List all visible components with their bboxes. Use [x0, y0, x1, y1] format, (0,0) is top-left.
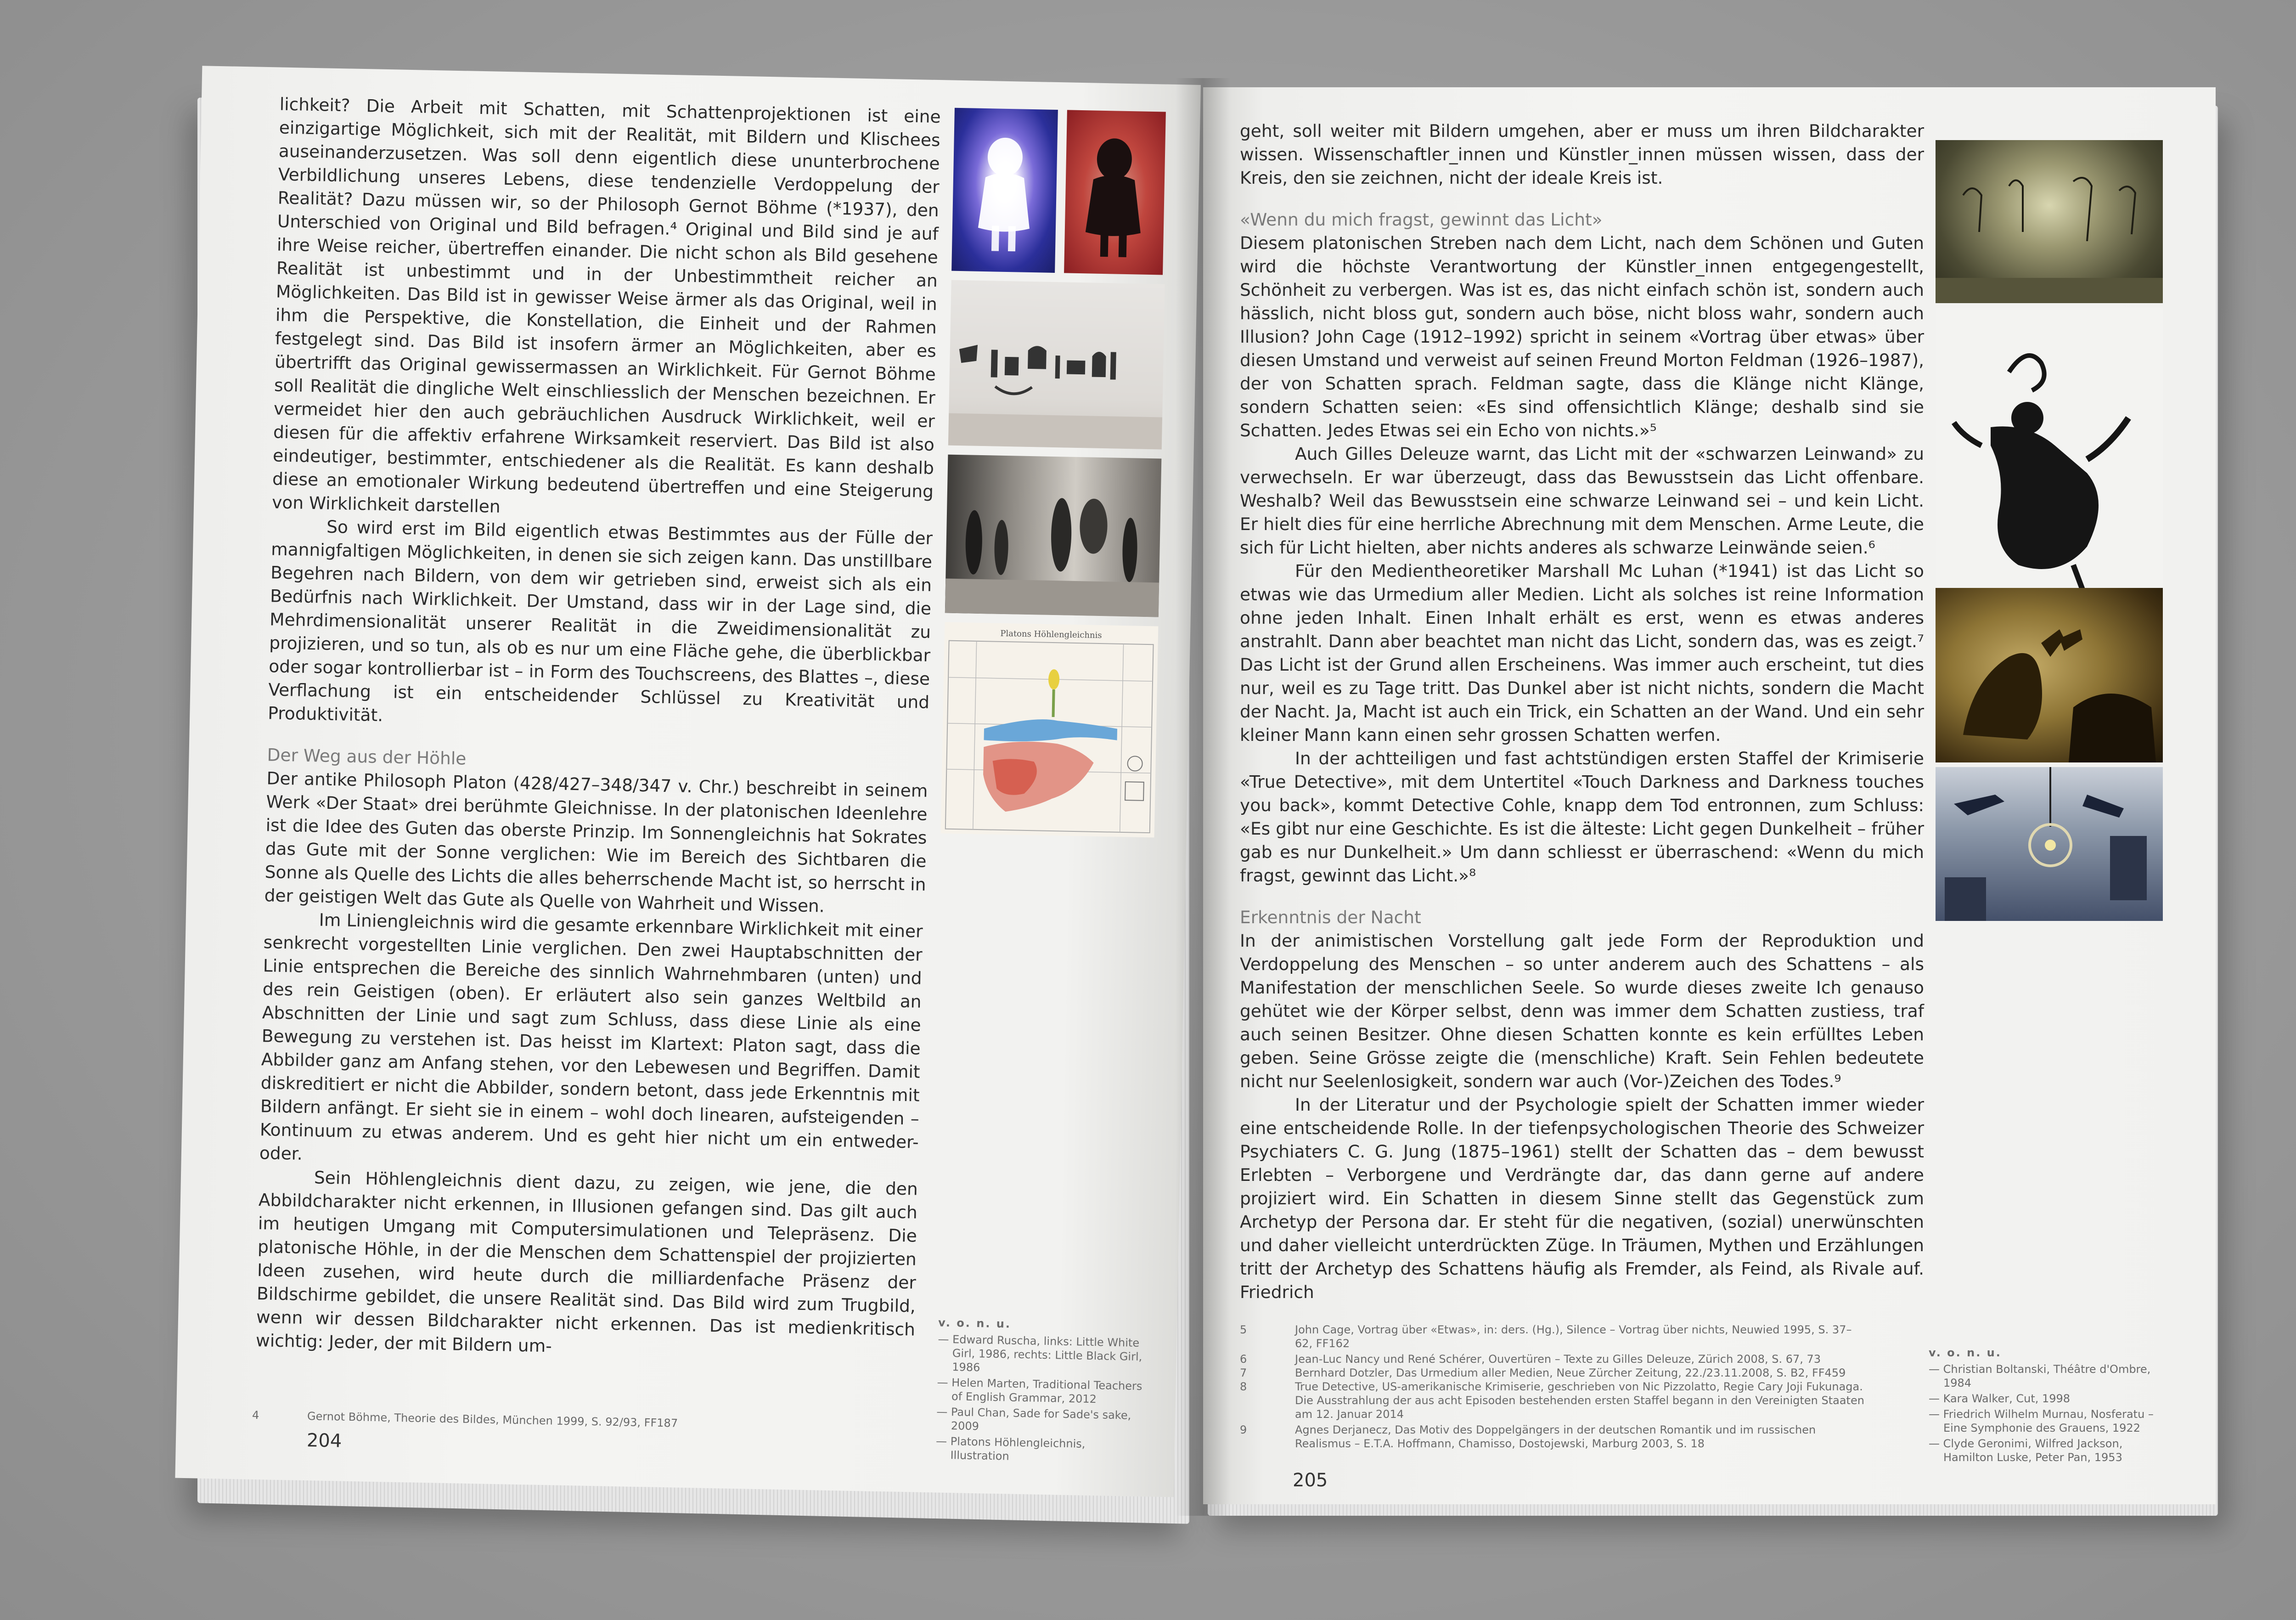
illustration-title: Platons Höhlengleichnis: [1000, 628, 1102, 641]
caption-item: — Kara Walker, Cut, 1998: [1929, 1392, 2071, 1405]
captions-heading: v. o. n. u.: [938, 1316, 1012, 1331]
left-lower-column: [256, 907, 923, 1365]
image-nosferatu: [1936, 588, 2163, 762]
footnote-number: 8: [1240, 1380, 1247, 1393]
image-little-black-girl: [1064, 110, 1166, 275]
footnote-text: Gernot Böhme, Theorie des Bildes, München 1999, S. 92/93, FF187: [307, 1410, 678, 1430]
footnote-text: Bernhard Dotzler, Das Urmedium aller Medien, Neue Zürcher Zeitung, 22./23.11.2008, S. B2, FF459: [1295, 1366, 1846, 1379]
paragraph: In der Literatur und der Psychologie spielt der Schatten immer wieder eine entscheidende Rolle. In der tiefenpsychologischen Theorie des Schweizer Psychiaters C. G. Jung (1875–1961) stellt der Schatten das – dem bewusst Erlebten – Verborgene und Verdrängte dar, das dann gerne auf andere projiziert wird. Ein Schatten in diesem Sinne stellt das Gegenstück zum Archetyp der Persona dar. Er steht für die negativen, (sozial) unerwünschten und daher vielleicht unterdrückten Züge. In Träumen, Mythen und Erzählungen tritt der Archetyp des Schattens häufig als Fremder, als Feind, als Rivale auf. Friedrich: [1240, 1095, 1924, 1302]
footnote-number: 6: [1240, 1353, 1247, 1366]
captions-right: [1929, 1346, 2158, 1466]
caption-item: — Clyde Geronimi, Wilfred Jackson, Hamilton Luske, Peter Pan, 1953: [1929, 1437, 2123, 1464]
section-heading: Der Weg aus der Höhle: [267, 745, 467, 769]
page-number-left: 204: [306, 1430, 342, 1452]
paragraph: Sein Höhlengleichnis dient dazu, zu zeigen, wie jene, die den Abbildcharakter nicht erkennen, in Illusionen gefangen sind. Das gilt auch im heutigen Umgang mit Computersimulationen und Telepräsenz. Die platonische Höhle, in der die Menschen dem Schattenspiel der projizierten Ideen zusehen, wird heute durch die milliardenfache Präsenz der Bildschirme gebildet, die unsere Realität sind. Das Bild wird zum Trugbild, wenn wir dessen Bildcharakter nicht erkennen. Das ist medienkritisch wichtig: Jeder, der mit Bildern um-: [255, 1167, 918, 1356]
paragraph: So wird erst im Bild eigentlich etwas Bestimmtes aus der Fülle der mannigfaltigen Möglichkeiten, in denen sie sich zeigen kann. Das unstillbare Begehren nach Bildern, von dem wir getrieben sind, erweist sich als ein Bedürfnis nach Wirklichkeit. Der Umstand, dass wir in der Lage sind, die Mehrdimensionalität unserer Realität in die Zweidimensionalität zu projizieren, und so tun, als ob es nur um eine Fläche gehe, die überblickbar oder sogar kontrollierbar ist – in Form des Touchscreens, des Blattes –, diese Verflachung ist ein entscheidender Schlüssel zu Kreativität und Produktivität.: [267, 516, 933, 726]
section-heading: Erkenntnis der Nacht: [1240, 907, 1421, 927]
footnote-number: 9: [1240, 1423, 1247, 1436]
paragraph: Diesem platonischen Streben nach dem Licht, nach dem Schönen und Guten wird die höchste Verantwortung der Künstler_innen entgegengestellt, Schönheit zu verbergen. Was ist es, das nicht einfach schön ist, sondern auch hässlich, nicht bloss gut, sondern auch böse, nicht bloss wahr, sondern auch Illusion? John Cage (1912–1992) spricht in seinem «Vortrag über etwas» über diesen Umstand und verweist auf seinen Freund Morton Feldman (1926–1987), der von Schatten sprach. Feldman sagte, dass die Klänge nicht Klänge, sondern Schatten seien: «Es sind offensichtlich Klänge; deshalb sind sie Schatten. Jedes Etwas sei ein Echo von nichts.»⁵: [1240, 233, 1924, 440]
footnote-text: True Detective, US-amerikanische Krimiserie, geschrieben von Nic Pizzolatto, Regie Cary Joji Fukunaga. Die Ausstrahlung der aus acht Episoden bestehenden ersten Staffel begann in den Vereinigten Staaten am 12. Januar 2014: [1295, 1380, 1864, 1421]
paragraph: In der animistischen Vorstellung galt jede Form der Reproduktion und Verdoppelung des Menschen – so unter anderem auch des Schattens – als Manifestation der menschlichen Seele. So wurde dieses zweite Ich genauso gehütet wie der Körper selbst, denn was immer dem Schatten zustiess, traf auch seinen Besitzer. Ohne diesen Schatten konnte es kein erfülltes Leben geben. Seine Grösse zeigte die (menschliche) Kraft. Sein Fehlen bedeutete nicht nur Seelenlosigkeit, sondern war auch (Vor-)Zeichen des Todes.⁹: [1240, 931, 1924, 1091]
footnote-text: Jean-Luc Nancy und René Schérer, Ouvertüren – Texte zu Gilles Deleuze, Zürich 2008, S. 67, 73: [1295, 1353, 1821, 1366]
book-gutter: [1176, 78, 1231, 1516]
footnote-number: 4: [252, 1408, 259, 1422]
right-body-text: [1240, 119, 1924, 1304]
captions-left: [935, 1316, 1145, 1468]
right-page: [1203, 87, 2216, 1504]
image-helen-marten: [948, 280, 1165, 450]
section-heading: «Wenn du mich fragst, gewinnt das Licht»: [1240, 209, 1603, 230]
caption-item: — Paul Chan, Sade for Sade's sake, 2009: [936, 1405, 1131, 1433]
caption-item: — Helen Marten, Traditional Teachers of English Grammar, 2012: [937, 1376, 1142, 1406]
footnote-number: 7: [1240, 1366, 1247, 1379]
image-boltanski: [1936, 140, 2163, 303]
footnote-9: [1240, 1423, 1869, 1451]
caption-item: — Friedrich Wilhelm Murnau, Nosferatu – Eine Symphonie des Grauens, 1922: [1929, 1408, 2154, 1434]
paragraph: lichkeit? Die Arbeit mit Schatten, mit Schattenprojektionen ist eine einzigartige Möglichkeit, sich mit der Realität, mit Bildern und Klischees auseinanderzusetzen. Was soll denn eigentlich diese ununterbrochene Verbildlichung unseres Lebens, diese tendenzielle Verdoppelung der Realität? Dazu müssen wir, so der Philosoph Gernot Böhme (*1937), den Unterschied von Original und Bild befragen.⁴ Original und Bild sind je auf ihre Weise reicher, übertreffen einander. Die nicht schon als Bild gesehene Realität ist unbestimmt und in der Unbestimmtheit reicher an Möglichkeiten. Das Bild ist in gewisser Weise ärmer als das Original, weil in ihm die Perspektive, die Konstellation, die Einheit und der Rahmen festgelegt sind. Das Bild ist insofern ärmer an Möglichkeiten, aber es übertrifft das Original gewissermassen an Wirklichkeit. Für Gernot Böhme soll Realität die dingliche Welt einschliesslich der Menschen bezeichnen. Er vermeidet hier den auch gebräuchlichen Ausdruck Wirklichkeit, weil er diesen für die affektiv erfahrene Wirksamkeit reserviert. Das Bild ist also eindeutiger, bestimmter, entschiedener als die Realität. Es kann deshalb diese an emotionaler Wirkung bedeutend übertreffen und eine Steigerung von Wirklichkeit darstellen: [271, 94, 941, 517]
caption-item: — Christian Boltanski, Théâtre d'Ombre, 1984: [1929, 1363, 2151, 1389]
paragraph: Im Liniengleichnis wird die gesamte erkennbare Wirklichkeit mit einer senkrecht vorgestellten Linie verglichen. Den zwei Hauptabschnitten der Linie entsprechen die Bereiche des sinnlich Wahrnehmbaren (unten) und des rein Geistigen (oben). Er erläutert also sein ganzes Weltbild an Abschnitten der Linie und sagt zum Schluss, dass diese Linie als eine Bewegung zu verstehen ist. Das heisst im Klartext: Platon sagt, dass die Abbilder ganz am Anfang stehen, vor den Lebewesen und Begriffen. Damit diskreditiert er nicht die Abbilder, sondern betont, dass jede Erkenntnis mit Bildern anfängt. Er sieht sie in einem – wohl doch linearen, aufsteigenden – Kontinuum zu etwas anderem. Und es geht hier nicht um ein entweder-oder.: [259, 909, 923, 1164]
paragraph: Auch Gilles Deleuze warnt, das Licht mit der «schwarzen Leinwand» zu verwechseln. Er war überzeugt, dass das Bewusstsein das Licht offenbare. Weshalb? Weil das Bewusstsein eine schwarze Leinwand sei – und kein Licht. Er hielt dies für eine herrliche Abrechnung mit dem Menschen. Arme Leute, die sich für Licht hielten, aber nichts anderes als schwarze Leinwände seien.⁶: [1240, 444, 1924, 558]
paragraph: Für den Medientheoretiker Marshall Mc Luhan (*1941) ist das Licht so etwas wie das Urmedium aller Medien. Licht als solches ist reine Information ohne jeden Inhalt. Einen Inhalt erhält es erst, wenn es etwas anderes anstrahlt. Dann aber beachtet man nicht das Licht, sondern das, was es zeigt.⁷ Das Licht ist der Grund allen Erscheinens. Was immer auch erscheint, tut dies nur, weil es zu Tage tritt. Das Dunkel aber ist nicht nichts, sondern die Macht der Nacht. Ja, Macht ist auch ein Trick, ein Schatten an der Wand. Und ein sehr kleiner Mann kann einen sehr grossen Schatten werfen.: [1240, 561, 1924, 745]
footnote-number: 5: [1240, 1323, 1247, 1336]
caption-item: — Edward Ruscha, links: Little White Girl, 1986, rechts: Little Black Girl, 1986: [938, 1332, 1142, 1374]
footnote-text: Agnes Derjanecz, Das Motiv des Doppelgängers in der deutschen Romantik und im russischen Realismus – E.T.A. Hoffmann, Chamisso, Dostojewski, Marburg 2003, S. 18: [1295, 1423, 1816, 1450]
image-platon-illustration: [941, 622, 1159, 838]
footnote-4: [252, 1408, 803, 1433]
footnote-8: [1240, 1380, 1869, 1421]
paragraph: In der achtteiligen und fast achtstündigen ersten Staffel der Krimiserie «True Detective», mit dem Untertitel «Touch Darkness and Darkness touches you back», kommt Detective Cohle, knapp dem Tod entronnen, zum Schluss: «Es gibt nur eine Geschichte. Es ist die älteste: Licht gegen Dunkelheit – früher gab es nur Dunkelheit.» Um dann schliesst er überraschend: «Wenn du mich fragst, gewinnt das Licht.»⁸: [1240, 748, 1924, 886]
image-little-white-girl: [951, 108, 1058, 273]
image-peter-pan: [1936, 767, 2163, 921]
paragraph: geht, soll weiter mit Bildern umgehen, aber er muss um ihren Bildcharakter wissen. Wissenschaftler_innen und Künstler_innen müssen wissen, dass der Kreis, den sie zeichnen, nicht der ideale Kreis ist.: [1240, 121, 1924, 188]
image-paul-chan: [945, 455, 1162, 617]
left-page: [175, 66, 1201, 1497]
caption-item: — Platons Höhlengleichnis, Illustration: [935, 1434, 1086, 1463]
footnote-5: [1240, 1323, 1869, 1350]
footnotes-right: [1240, 1323, 1869, 1451]
footnote-7: [1240, 1366, 1869, 1380]
left-upper-column: [264, 92, 941, 920]
paragraph: Der antike Philosoph Platon (428/427–348/347 v. Chr.) beschreibt in seinem Werk «Der Staat» drei berühmte Gleichnisse. In der platonischen Ideenlehre ist die Idee des Guten das oberste Prinzip. Im Sonnengleichnis hat Sokrates das Gute mit der Sonne verglichen: Wie im Bereich des Sichtbaren die Sonne als Quelle des Lichts die alles beherrschende Macht ist, so herrscht in der geistigen Welt das Gute als Quelle von Wahrheit und Wissen.: [264, 768, 928, 916]
footnote-6: [1240, 1352, 1869, 1366]
captions-heading: v. o. n. u.: [1929, 1346, 2002, 1359]
page-number-right: 205: [1293, 1470, 1328, 1491]
footnote-text: John Cage, Vortrag über «Etwas», in: ders. (Hg.), Silence – Vortrag über nichts, Neuwied 1995, S. 37–62, FF162: [1295, 1323, 1852, 1350]
